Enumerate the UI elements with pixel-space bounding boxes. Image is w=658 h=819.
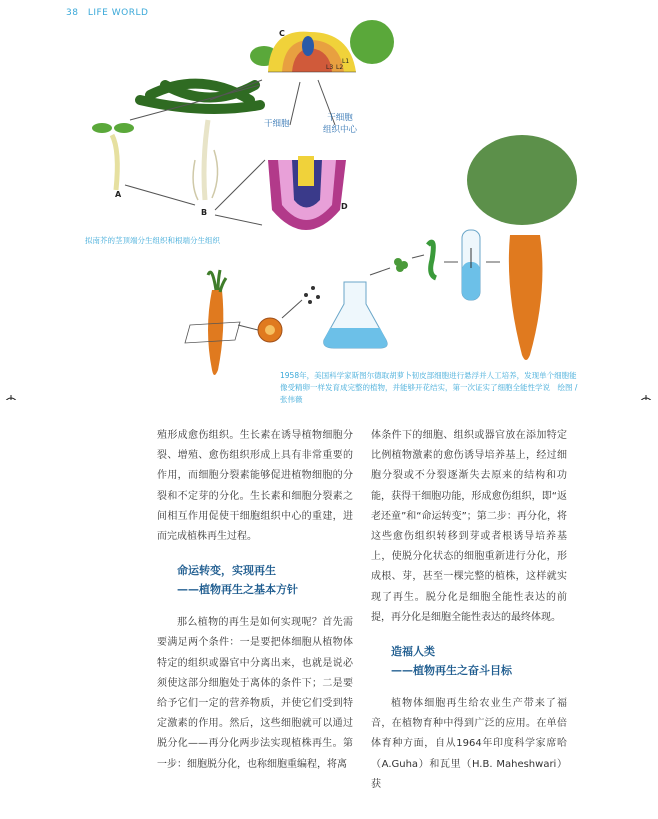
label-l3: L3 xyxy=(326,64,334,71)
paragraph: 殖形成愈伤组织。生长素在诱导植物细胞分裂、增殖、愈伤组织形成上具有非常重要的作用，而细胞分裂素能够促进植物细胞的分裂和不定芽的分化。生长素和细胞分裂素之间相互作用促使干细胞组织中心的重建，进而完成植株再生过程。 xyxy=(157,430,353,543)
figure-caption-bottom: 1958年，美国科学家斯图尔德取胡萝卜韧皮部细胞进行悬浮并人工培养，发现单个细胞能像受精卵一样发育成完整的植物，并能够开花结实，第一次证实了细胞全能性学说 绘图 / 张伟薇 xyxy=(280,371,578,404)
label-niche: 干细胞 组织中心 xyxy=(323,113,358,135)
figure-caption-top: 拟南芥的茎顶端分生组织和根端分生组织 xyxy=(85,236,220,245)
label-l1: L1 xyxy=(342,58,350,65)
label-d: D xyxy=(341,202,348,211)
paragraph: 体条件下的细胞、组织或器官放在添加特定比例植物激素的愈伤诱导培养基上，经过细胞分裂或不分裂逐渐失去原来的结构和功能，获得干细胞功能，形成愈伤组织，即“返老还童”和“命运转变”；第二步：再分化，将这些愈伤组织转移到芽或者根诱导培养基上，使脱分化状态的细胞重新进行分化，形成根、芽，甚至一棵完整的植株，这样就实现了再生。脱分化是细胞全能性表达的前提，再分化是细胞全能性表达的最终体现。 xyxy=(371,430,567,623)
label-l2: L2 xyxy=(336,64,344,71)
magazine-name: LIFE WORLD xyxy=(87,8,149,18)
registration-mark-left xyxy=(2,395,20,400)
suspended-cells xyxy=(304,286,320,304)
test-tube-plantlet xyxy=(462,230,480,300)
page-number: 38 xyxy=(66,8,79,18)
right-column xyxy=(371,426,567,795)
section-heading-1: 命运转变，实现再生 ——植物再生之基本方针 xyxy=(177,564,298,597)
root-meristem-diagram xyxy=(268,156,346,230)
section-heading-2: 造福人类 ——植物再生之奋斗目标 xyxy=(391,645,512,678)
paragraph: 那么植物的再生是如何实现呢？首先需要满足两个条件：一是要把体细胞从植物体特定的组织或器官中分离出来，也就是说必须使这部分细胞处于离体的条件下；二是要给予它们一定的营养物质，并使它们受到特定激素的作用。然后，这些细胞就可以通过脱分化——再分化两步法实现植株再生。第一步：细胞脱分化，也称细胞重编程，将离 xyxy=(157,617,353,770)
carrot-source xyxy=(185,270,240,375)
regeneration-illustration xyxy=(0,0,658,400)
shoot-meristem-diagram xyxy=(250,20,394,72)
left-column xyxy=(157,426,353,775)
registration-mark-right xyxy=(637,395,655,400)
embryo-cluster xyxy=(394,258,408,272)
paragraph: 植物体细胞再生给农业生产带来了福音，在植物育种中得到广泛的应用。在单倍体育种方面，自从1964年印度科学家席哈（A.Guha）和瓦里（H.B. Maheshwari）获 xyxy=(371,698,567,790)
label-stem-cell: 干细胞 xyxy=(264,119,290,129)
regenerated-carrot xyxy=(467,135,577,360)
label-b: B xyxy=(201,208,208,217)
embryo-growing xyxy=(428,242,436,278)
seedling-a xyxy=(92,123,134,190)
label-c: C xyxy=(279,29,285,38)
label-a: A xyxy=(115,190,122,199)
culture-flask xyxy=(324,282,387,348)
